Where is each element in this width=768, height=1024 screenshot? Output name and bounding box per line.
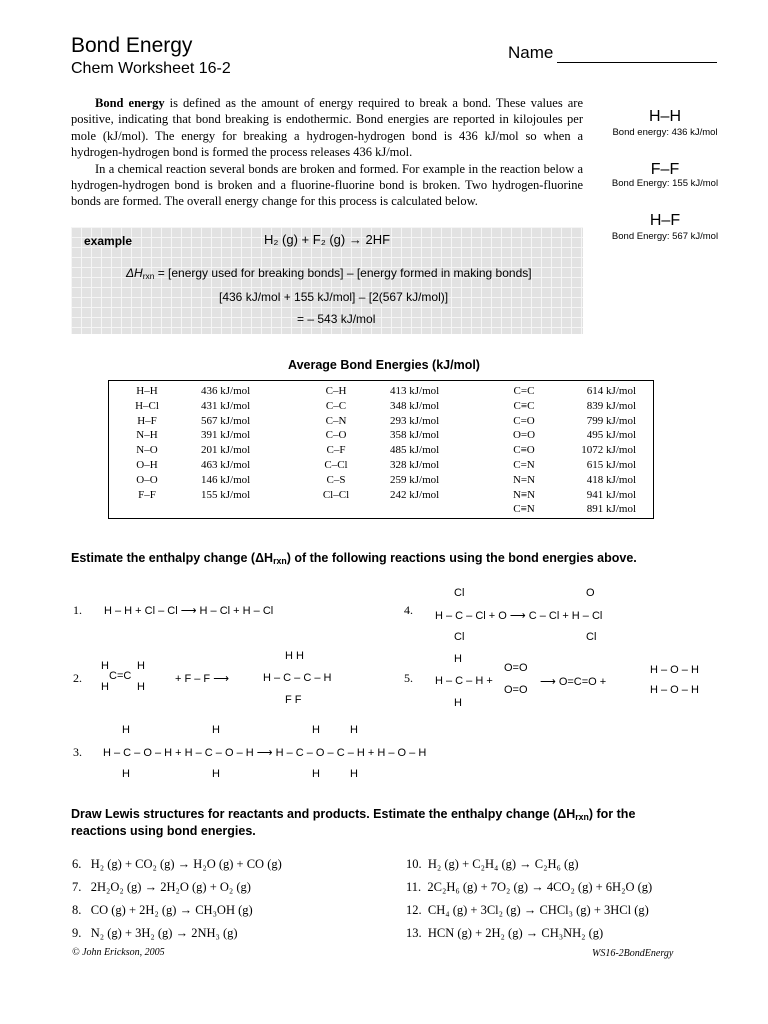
bond-name: C=N (513, 458, 535, 471)
bond-name: C≡C (513, 399, 535, 412)
bond-energy-value: 418 kJ/mol (586, 473, 636, 486)
bond-energy-term: Bond energy (95, 96, 165, 110)
side-bond-energy: Bond energy: 436 kJ/mol (612, 127, 718, 138)
bond-name: C–N (325, 414, 347, 427)
bond-name: O–O (136, 473, 158, 486)
bond-name: C=O (513, 414, 535, 427)
bond-name: N≡N (512, 488, 536, 501)
reaction-number: 1. (73, 603, 82, 617)
page-subtitle: Chem Worksheet 16-2 (71, 60, 231, 77)
heading-part: ) of the following reactions using the bond energies above. (286, 551, 637, 565)
problem-13 (406, 922, 652, 945)
bond-energy-table (108, 380, 654, 519)
bond-energy-value: 614 kJ/mol (586, 385, 636, 397)
bond-energy-value: 293 kJ/mol (390, 414, 440, 427)
heading-subscript: rxn (575, 812, 589, 822)
bond-name: C–H (325, 385, 347, 397)
bond-name: C≡O (513, 444, 535, 457)
problem-text: HCN (g) + 2H₂ (g) → CH₃NH₂ (g) (427, 926, 604, 940)
bond-energy-value: 155 kJ/mol (201, 488, 251, 501)
table-col1-energies (201, 384, 250, 502)
rxn-subscript: rxn (142, 271, 155, 281)
section-1-heading (71, 551, 637, 566)
bond-energy-value: 615 kJ/mol (586, 458, 636, 471)
heading-part: Draw Lewis structures for reactants and products. Estimate the enthalpy change (ΔH (71, 807, 576, 821)
bond-energy-value: 799 kJ/mol (586, 414, 636, 427)
table-col2-bonds (314, 384, 358, 502)
equation-line-2: [436 kJ/mol + 155 kJ/mol] – [2(567 kJ/mol)] (219, 290, 449, 304)
bond-name: Cl–Cl (322, 488, 350, 501)
bond-name: C–F (326, 444, 346, 457)
problem-text: CO (g) + 2H₂ (g) → CH₃OH (g) (90, 903, 253, 917)
table-col3-bonds (502, 384, 546, 517)
table-title: Average Bond Energies (kJ/mol) (288, 358, 480, 372)
page-title: Bond Energy (71, 34, 193, 57)
bond-name: F–F (138, 488, 156, 501)
bond-name: O=O (512, 429, 536, 442)
reaction-4-structures: Cl H – C – Cl + O ⟶ C – Cl + H – Cl Cl O Cl (435, 587, 603, 643)
bond-energy-value: 348 kJ/mol (390, 399, 440, 412)
footer-copyright: © John Erickson, 2005 (72, 947, 165, 958)
problem-12 (406, 899, 652, 922)
reaction-number: 3. (73, 745, 82, 759)
bond-name: N=N (512, 473, 536, 486)
problem-list-right (406, 853, 652, 945)
heading-part: ) for the (588, 807, 636, 821)
problem-text: H₂ (g) + C₂H₄ (g) → C₂H₆ (g) (427, 857, 579, 871)
bond-energy-value: 485 kJ/mol (390, 444, 440, 457)
bond-name: C=C (513, 385, 535, 397)
reaction-number: 2. (73, 671, 82, 685)
bond-energy-value: 1072 kJ/mol (581, 444, 636, 457)
reaction-5-structures: H H – C – H + H O=O O=O ⟶ O=C=O + H – O – H H – O – H (435, 653, 699, 709)
heading-part: Estimate the enthalpy change (ΔH (71, 551, 274, 565)
problem-number: 10. (406, 857, 422, 871)
name-label: Name (508, 43, 554, 62)
reaction-2-structures: H H C=C H H + F – F ⟶ H H H – C – C – H F F (101, 650, 332, 706)
name-field-line[interactable] (557, 62, 717, 63)
bond-energy-value: 259 kJ/mol (390, 473, 440, 486)
reaction-number: 5. (404, 671, 413, 685)
bond-name: C≡N (513, 503, 535, 516)
bond-energy-value: 495 kJ/mol (586, 429, 636, 442)
reaction-1: H – H + Cl – Cl ⟶ H – Cl + H – Cl (104, 605, 274, 617)
side-bond-energy: Bond Energy: 567 kJ/mol (611, 231, 719, 242)
bond-name: H–H (136, 385, 158, 397)
intro-paragraph-2: In a chemical reaction several bonds are broken and formed. For example in the reaction below a hydrogen-hydrogen bond is broken and a fluorine-fluorine bond is broken. Two hydrogen-fluorine bonds are formed. The overall energy change for this process is calculated below. (71, 161, 583, 209)
problem-list-left (72, 853, 282, 945)
equation-line-1: = [energy used for breaking bonds] – [energy formed in making bonds] (154, 266, 532, 280)
bond-name: C–C (325, 399, 347, 412)
side-bond-formula: F–F (650, 161, 680, 178)
side-bond-energy: Bond Energy: 155 kJ/mol (611, 178, 719, 189)
bond-name: N–O (136, 444, 158, 457)
problem-text: 2H₂O₂ (g) → 2H₂O (g) + O₂ (g) (90, 880, 251, 894)
problem-text: 2C₂H₆ (g) + 7O₂ (g) → 4CO₂ (g) + 6H₂O (g) (427, 880, 653, 894)
problem-11 (406, 876, 652, 899)
problem-number: 13. (406, 926, 422, 940)
side-bond-formula: H–H (648, 108, 681, 125)
problem-9 (72, 922, 282, 945)
reaction-number: 4. (404, 603, 413, 617)
problem-number: 12. (406, 903, 422, 917)
problem-number: 7. (72, 880, 82, 894)
problem-7 (72, 876, 282, 899)
section-2-heading-line-2: reactions using bond energies. (71, 824, 256, 838)
problem-text: H₂ (g) + CO₂ (g) → H₂O (g) + CO (g) (90, 857, 282, 871)
bond-energy-value: 941 kJ/mol (586, 488, 636, 501)
bond-name: H–Cl (135, 399, 159, 412)
intro-paragraph-1: is defined as the amount of energy required to break a bond. These values are positive, indicating that bond breaking is endothermic. Bond energies are reported in kilojoules per mole (kJ/mol). The energy for breaking a hydrogen-hydrogen bond is 436 kJ/mol so when a hydrogen-hydrogen bond is formed the process releases 436 kJ/mol. (71, 96, 583, 160)
equation-line-3: = – 543 kJ/mol (297, 312, 376, 326)
bond-energy-value: 242 kJ/mol (390, 488, 440, 501)
bond-name: H–F (137, 414, 157, 427)
reaction-3-structures: H H – C – O – H + H – C – O – H ⟶ H – C – O – C – H + H – O – H H H H H H H H (103, 724, 427, 780)
table-col1-bonds (127, 384, 167, 502)
table-col3-energies (574, 384, 636, 517)
bond-energy-value: 201 kJ/mol (201, 444, 251, 457)
delta-h-symbol: ΔH (126, 266, 143, 280)
bond-energy-value: 436 kJ/mol (201, 385, 251, 397)
side-bond-formula: H–F (649, 212, 681, 229)
problem-number: 11. (406, 880, 422, 894)
heading-subscript: rxn (273, 556, 287, 566)
bond-energy-value: 839 kJ/mol (586, 399, 636, 412)
bond-energy-value: 413 kJ/mol (390, 385, 440, 397)
bond-name: C–S (326, 473, 346, 486)
problem-text: N₂ (g) + 3H₂ (g) → 2NH₃ (g) (90, 926, 238, 940)
bond-energy-value: 431 kJ/mol (201, 399, 251, 412)
example-reaction: H₂ (g) + F₂ (g) → 2HF (264, 232, 391, 247)
problem-6 (72, 853, 282, 876)
bond-name: C–Cl (324, 458, 348, 471)
footer-worksheet-id: WS16-2BondEnergy (592, 948, 674, 959)
bond-energy-value: 328 kJ/mol (390, 458, 440, 471)
problem-number: 8. (72, 903, 82, 917)
bond-energy-value: 358 kJ/mol (390, 429, 440, 442)
problem-text: CH₄ (g) + 3Cl₂ (g) → CHCl₃ (g) + 3HCl (g) (427, 903, 649, 917)
table-col2-energies (390, 384, 439, 502)
bond-energy-value: 567 kJ/mol (201, 414, 251, 427)
bond-name: C–O (325, 429, 347, 442)
bond-energy-value: 146 kJ/mol (201, 473, 251, 486)
bond-energy-value: 463 kJ/mol (201, 458, 251, 471)
intro-text (71, 95, 583, 210)
problem-number: 9. (72, 926, 82, 940)
example-label: example (84, 234, 133, 248)
bond-energy-value: 391 kJ/mol (201, 429, 251, 442)
delta-h-equation (126, 266, 532, 281)
problem-number: 6. (72, 857, 82, 871)
bond-name: O–H (136, 458, 158, 471)
problem-8 (72, 899, 282, 922)
bond-name: N–H (136, 429, 158, 442)
bond-energy-value: 891 kJ/mol (586, 503, 636, 516)
section-2-heading (71, 807, 635, 822)
problem-10 (406, 853, 652, 876)
